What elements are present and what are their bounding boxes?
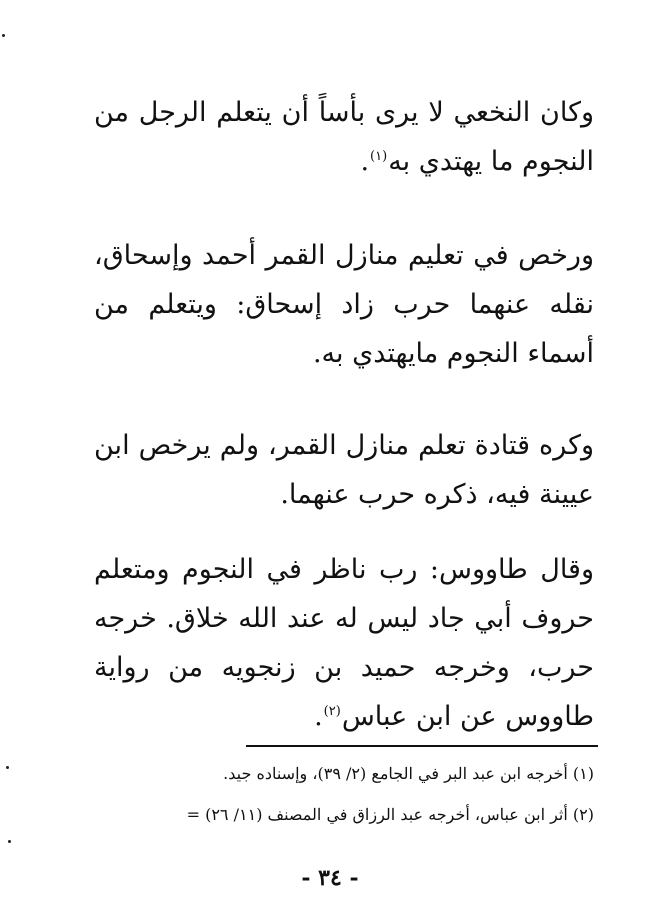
footnote-1: (١) أخرجه ابن عبد البر في الجامع (٢/ ٣٩)، وإسناده جيد.	[223, 764, 594, 783]
footnote-ref-1: (١)	[370, 149, 388, 164]
footnote-ref-2: (٢)	[323, 704, 341, 719]
paragraph-text: وكان النخعي لا يرى بأساً أن يتعلم الرجل من النجوم ما يهتدي به	[94, 97, 594, 177]
paragraph-text: ورخص في تعليم منازل القمر أحمد وإسحاق، نقله عنهما حرب زاد إسحاق: ويتعلم من أسماء النجوم مايهتدي به.	[94, 240, 594, 369]
footnote-separator	[246, 745, 598, 747]
paragraph-nakhai	[94, 88, 594, 186]
paragraph-ahmad-ishaq	[94, 231, 594, 378]
paragraph-text: وكره قتادة تعلم منازل القمر، ولم يرخص ابن عيينة فيه، ذكره حرب عنهما.	[94, 430, 594, 510]
scan-speck	[6, 766, 9, 769]
paragraph-tawus	[94, 545, 594, 741]
scan-speck	[8, 840, 11, 843]
paragraph-qatada	[94, 421, 594, 519]
paragraph-text: وقال طاووس: رب ناظر في النجوم ومتعلم حروف أبي جاد ليس له عند الله خلاق. خرجه حرب، وخرجه حميد بن زنجويه من رواية طاووس عن ابن عباس	[94, 554, 594, 732]
scan-speck	[2, 34, 5, 37]
paragraph-end: .	[314, 701, 323, 732]
paragraph-end: .	[360, 146, 370, 177]
footnote-2: (٢) أثر ابن عباس، أخرجه عبد الرزاق في المصنف (١١/ ٢٦) =	[186, 805, 594, 824]
page-number: - ٣٤ -	[301, 865, 359, 891]
